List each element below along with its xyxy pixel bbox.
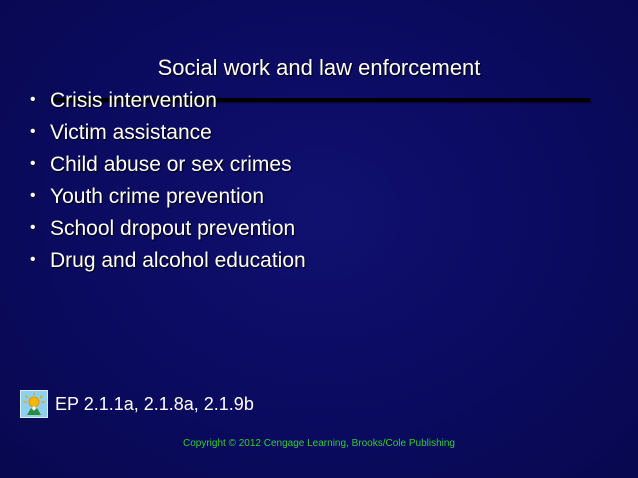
bullet-item — [30, 117, 306, 149]
bullet-dot: • — [30, 187, 36, 204]
bullet-text: Youth crime prevention — [50, 185, 265, 208]
sun-figure-icon — [20, 390, 48, 418]
bullet-dot: • — [30, 155, 36, 172]
bullet-item — [30, 213, 306, 245]
bullet-dot: • — [30, 91, 36, 108]
bullet-item — [30, 181, 306, 213]
bullet-item — [30, 85, 306, 117]
bullet-dot: • — [30, 123, 36, 140]
bullet-text: School dropout prevention — [50, 217, 296, 240]
bullet-dot: • — [30, 219, 36, 236]
bullet-text: Crisis intervention — [50, 89, 217, 112]
bullet-text: Drug and alcohol education — [50, 249, 306, 272]
bullet-item — [30, 149, 306, 181]
ep-standards: EP 2.1.1a, 2.1.8a, 2.1.9b — [55, 394, 254, 414]
bullet-text: Victim assistance — [50, 121, 212, 144]
bullet-list — [30, 85, 306, 277]
copyright-notice: Copyright © 2012 Cengage Learning, Brooks/Cole Publishing — [183, 438, 455, 449]
slide-title: Social work and law enforcement — [157, 55, 481, 80]
bullet-text: Child abuse or sex crimes — [50, 153, 292, 176]
bullet-item — [30, 245, 306, 277]
bullet-dot: • — [30, 251, 36, 268]
